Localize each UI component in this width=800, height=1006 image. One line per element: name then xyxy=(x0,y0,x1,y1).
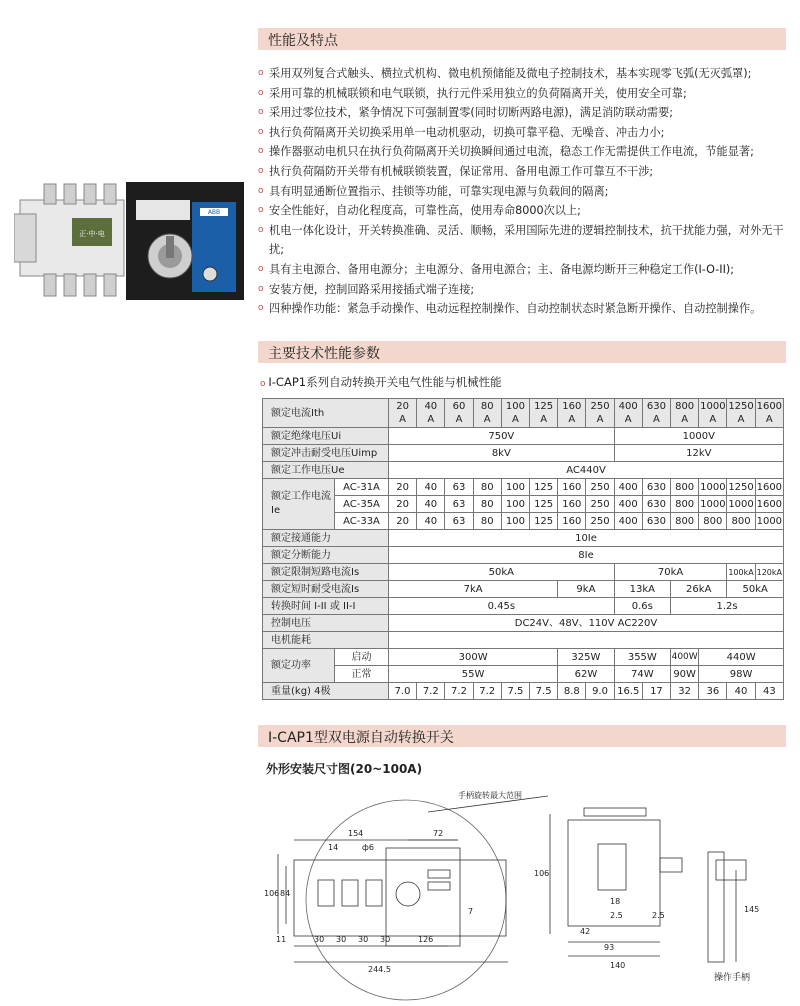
table-row: 额定冲击耐受电压Uimp 8kV 12kV xyxy=(263,445,784,462)
rated-current-label: 额定电流Ith xyxy=(263,399,389,428)
rotation-note: 手柄旋转最大范围 xyxy=(458,791,522,800)
specs-header xyxy=(258,341,786,363)
product-photo xyxy=(14,178,246,310)
table-row: 电机能耗 xyxy=(263,632,784,649)
table-row: 额定接通能力 10Ie xyxy=(263,530,784,547)
current-cell: 40 A xyxy=(417,399,445,428)
svg-text:2.5: 2.5 xyxy=(610,911,623,920)
svg-text:14: 14 xyxy=(328,843,339,852)
svg-text:154: 154 xyxy=(348,829,364,838)
feature-item: o 采用双列复合式触头、横拉式机构、微电机预储能及微电子控制技术，基本实现零飞弧(无灭弧罩); xyxy=(256,64,796,84)
product-header xyxy=(258,725,786,747)
feature-item: o 安全性能好，自动化程度高，可靠性高，使用寿命8000次以上; xyxy=(256,201,796,221)
svg-text:2.5: 2.5 xyxy=(652,911,665,920)
feature-item: o 操作器驱动电机只在执行负荷隔离开关切换瞬间通过电流，稳态工作无需提供工作电流，节能显著; xyxy=(256,142,796,162)
svg-text:126: 126 xyxy=(418,935,434,944)
table-row: 额定分断能力 8Ie xyxy=(263,547,784,564)
feature-item: o 采用过零位技术，紧争情况下可强制置零(同时切断两路电源)，满足消防联动需要; xyxy=(256,103,796,123)
product-title: I-CAP1型双电源自动转换开关 xyxy=(268,730,454,746)
svg-text:42: 42 xyxy=(580,927,591,936)
table-row: 重量(kg) 4极 7.0 7.2 7.2 7.2 7.5 7.5 8.8 9.0 16.5 17 32 36 40 43 xyxy=(263,683,784,700)
svg-text:30: 30 xyxy=(358,935,369,944)
features-header xyxy=(258,28,786,50)
svg-text:30: 30 xyxy=(380,935,391,944)
specs-title: 主要技术性能参数 xyxy=(268,346,380,362)
current-cell: 160 A xyxy=(558,399,586,428)
table-row: 控制电压 DC24V、48V、110V AC220V xyxy=(263,615,784,632)
spec-table xyxy=(262,398,784,700)
current-cell: 400 A xyxy=(614,399,642,428)
current-cell: 630 A xyxy=(642,399,670,428)
feature-item: o 具有主电源合、备用电源分；主电源分、备用电源合；主、备电源均断开三种稳定工作(I-O-II); xyxy=(256,260,796,280)
feature-item: o 安装方便，控制回路采用接插式端子连接; xyxy=(256,280,796,300)
svg-text:ф6: ф6 xyxy=(362,843,374,852)
table-row: 额定绝缘电压Ui 750V 1000V xyxy=(263,428,784,445)
product-badge: ABB xyxy=(207,209,221,216)
current-cell: 800 A xyxy=(671,399,699,428)
current-cell: 20 A xyxy=(389,399,417,428)
feature-item: o 具有明显通断位置指示、挂锁等功能，可靠实现电源与负载间的隔离; xyxy=(256,182,796,202)
drawing-title: 外形安装尺寸图(20~100A) xyxy=(266,762,423,776)
current-cell: 60 A xyxy=(445,399,473,428)
table-row: AC-33A 20 40 63 80 100 125 160 250 400 630 800 800 800 1000 xyxy=(263,513,784,530)
table-row: 额定功率 启动 300W 325W 355W 400W 440W xyxy=(263,649,784,666)
current-cell: 1250 A xyxy=(727,399,755,428)
features-title: 性能及特点 xyxy=(268,33,338,49)
table-row: 正常 55W 62W 74W 90W 98W xyxy=(263,666,784,683)
feature-item: o 执行负荷隔防开关带有机械联锁装置，保证常用、备用电源工作可靠互不干涉; xyxy=(256,162,796,182)
svg-text:106: 106 xyxy=(264,889,280,898)
svg-text:93: 93 xyxy=(604,943,615,952)
feature-item: o 机电一体化设计，开关转换准确、灵活、顺畅，采用国际先进的逻辑控制技术，抗干扰能力强，对外无干扰; xyxy=(256,221,789,260)
dimension-drawing xyxy=(258,784,786,1006)
table-row: 额定短时耐受电流Is 7kA 9kA 13kA 26kA 50kA xyxy=(263,581,784,598)
current-cell: 100 A xyxy=(501,399,529,428)
svg-text:11: 11 xyxy=(276,935,287,944)
svg-text:244.5: 244.5 xyxy=(368,965,391,974)
svg-text:140: 140 xyxy=(610,961,626,970)
current-cell: 1000 A xyxy=(699,399,727,428)
table-row: 额定工作电流 Ie AC-31A 20 40 63 80 100 125 160 250 400 630 800 1000 1250 1600 xyxy=(263,479,784,496)
table-row: 额定工作电压Ue AC440V xyxy=(263,462,784,479)
svg-text:正·中·电: 正·中·电 xyxy=(79,230,105,238)
current-cell: 250 A xyxy=(586,399,614,428)
svg-text:18: 18 xyxy=(610,897,621,906)
current-cell: 1600 A xyxy=(755,399,783,428)
spec-subtitle: o I-CAP1系列自动转换开关电气性能与机械性能 xyxy=(260,374,502,390)
table-row xyxy=(263,399,784,428)
table-row: AC-35A 20 40 63 80 100 125 160 250 400 630 800 1000 1000 1600 xyxy=(263,496,784,513)
svg-text:106: 106 xyxy=(534,869,550,878)
svg-text:145: 145 xyxy=(744,905,760,914)
svg-text:72: 72 xyxy=(433,829,444,838)
feature-item: o 采用可靠的机械联锁和电气联锁，执行元件采用独立的负荷隔离开关，使用安全可靠; xyxy=(256,84,796,104)
svg-text:7: 7 xyxy=(468,907,474,916)
current-cell: 125 A xyxy=(530,399,558,428)
handle-label: 操作手柄 xyxy=(714,973,751,983)
svg-text:84: 84 xyxy=(280,889,291,898)
current-cell: 80 A xyxy=(473,399,501,428)
feature-item: o 四种操作功能：紧急手动操作、电动远程控制操作、自动控制状态时紧急断开操作、自动控制操作。 xyxy=(256,299,796,319)
feature-item: o 执行负荷隔离开关切换采用单一电动机驱动，切换可靠平稳、无噪音、冲击力小; xyxy=(256,123,796,143)
svg-text:30: 30 xyxy=(314,935,325,944)
table-row: 转换时间 I-II 或 II-I 0.45s 0.6s 1.2s xyxy=(263,598,784,615)
features-list xyxy=(256,64,796,319)
svg-text:30: 30 xyxy=(336,935,347,944)
table-row: 额定限制短路电流Is 50kA 70kA 100kA 120kA xyxy=(263,564,784,581)
